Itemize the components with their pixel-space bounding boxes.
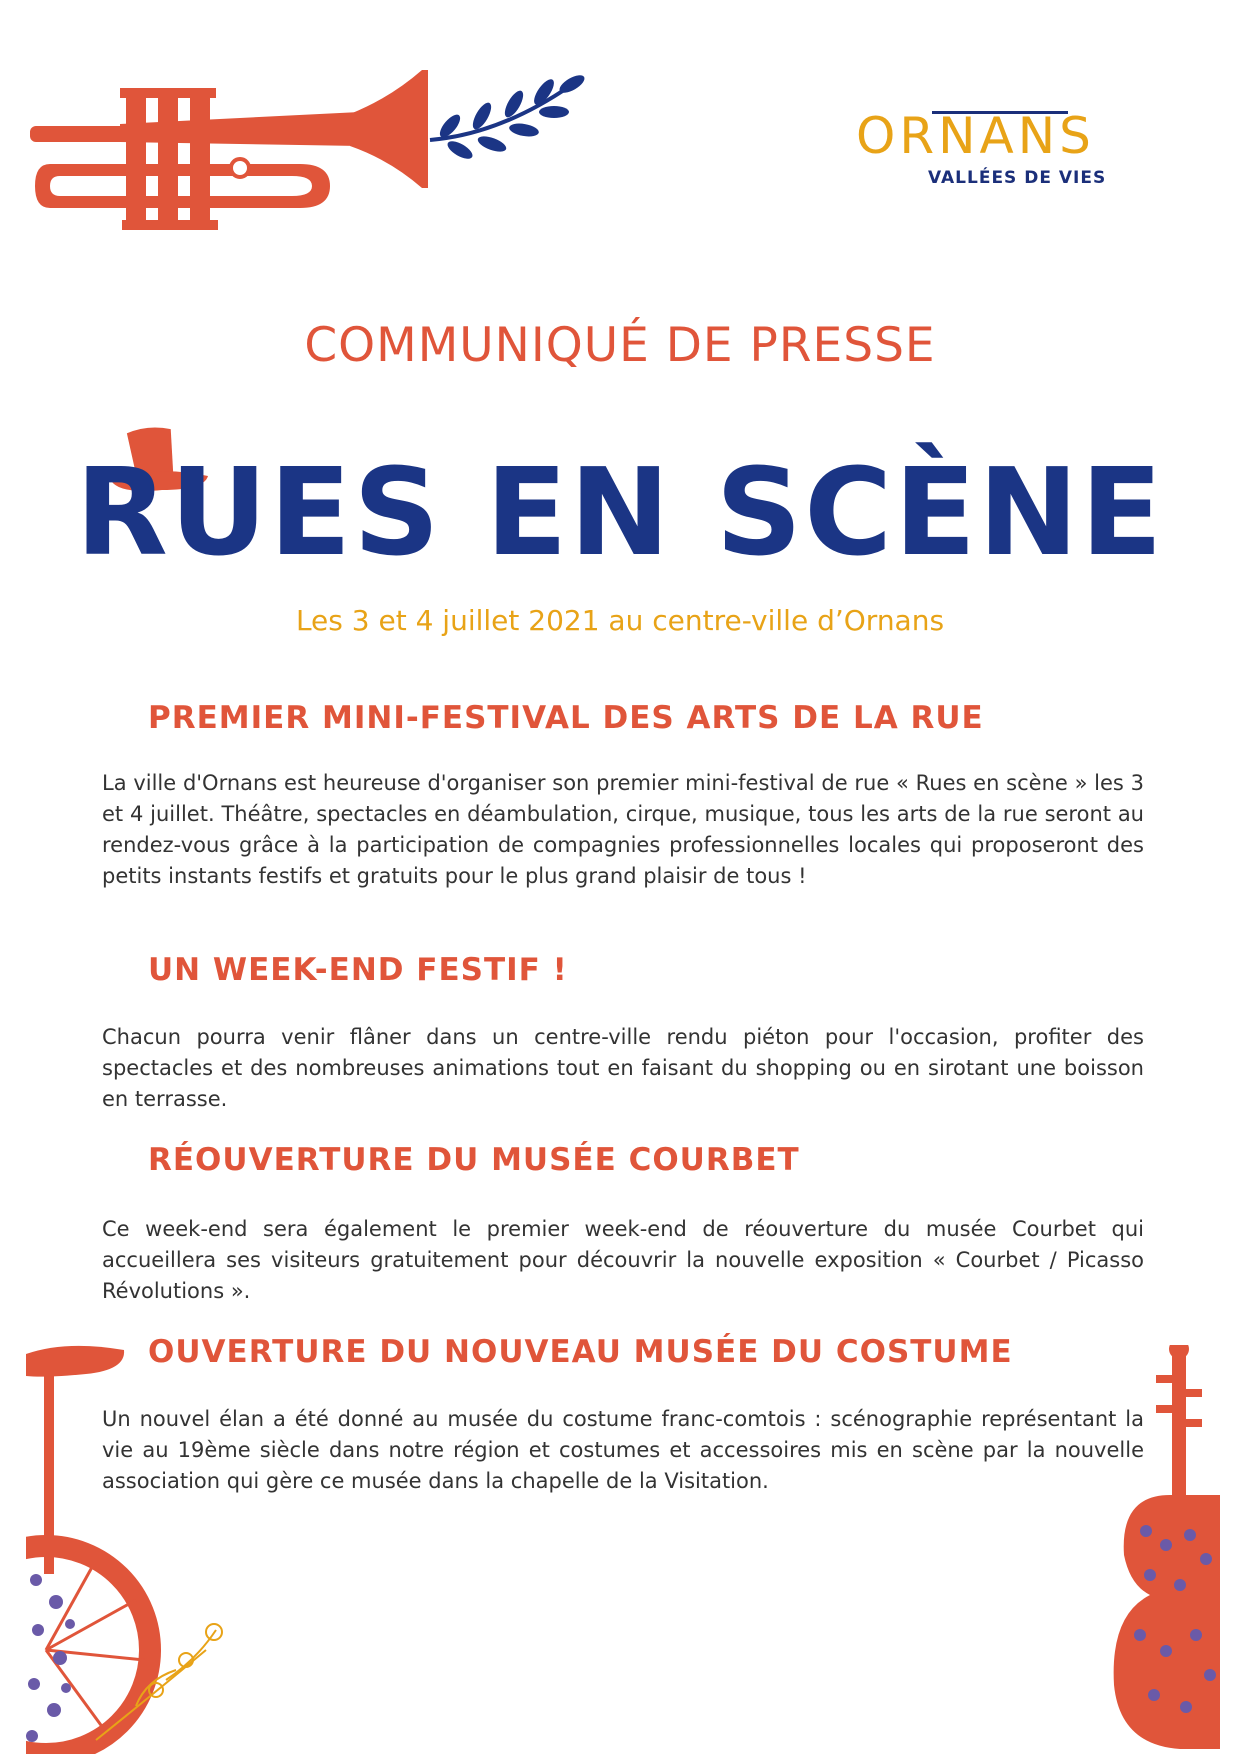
section-title-costume: OUVERTURE DU NOUVEAU MUSÉE DU COSTUME [148, 1334, 1013, 1370]
logo-tagline: VALLÉES DE VIES [928, 168, 1107, 188]
subtitle: Les 3 et 4 juillet 2021 au centre-ville d’Ornans [295, 604, 945, 637]
section-title-courbet: RÉOUVERTURE DU MUSÉE COURBET [148, 1142, 800, 1178]
section-text-festival: La ville d'Ornans est heureuse d'organiser son premier mini-festival de rue « Rues en scène » les 3 et 4 juillet. Théâtre, spectacles en déambulation, cirque, musique, tous les arts de la rue seront au rendez-vous grâce à la participation de compagnies professionnelles locales qui proposeront des petits instants festifs et gratuits pour le plus grand plaisir de tous ! [102, 771, 1144, 888]
logo-word: ORNANS [856, 107, 1095, 165]
ornans-logo [846, 108, 1136, 198]
section-text-weekend: Chacun pourra venir flâner dans un centre-ville rendu piéton pour l'occasion, profiter des spectacles et des nombreuses animations tout en faisant du shopping ou en sirotant une boisson en terrasse. [102, 1025, 1144, 1111]
section-title-festival: PREMIER MINI-FESTIVAL DES ARTS DE LA RUE [148, 700, 984, 736]
trumpet-icon [30, 68, 610, 238]
laurel-branch-icon [430, 72, 587, 162]
section-text-costume: Un nouvel élan a été donné au musée du costume franc-comtois : scénographie représentant la vie au 19ème siècle dans notre région et costumes et accessoires mis en scène par la nouvelle association qui gère ce musée dans la chapelle de la Visitation. [102, 1407, 1144, 1493]
section-title-weekend: UN WEEK-END FESTIF ! [148, 952, 568, 988]
violin-icon [1110, 1345, 1220, 1754]
main-title: RUES EN SCÈNE [75, 444, 1165, 583]
unicycle-icon [26, 1340, 246, 1754]
press-label: COMMUNIQUÉ DE PRESSE [304, 318, 936, 373]
section-text-courbet: Ce week-end sera également le premier week-end de réouverture du musée Courbet qui accueillera ses visiteurs gratuitement pour découvrir la nouvelle exposition « Courbet / Picasso Révolutions ». [102, 1217, 1144, 1303]
